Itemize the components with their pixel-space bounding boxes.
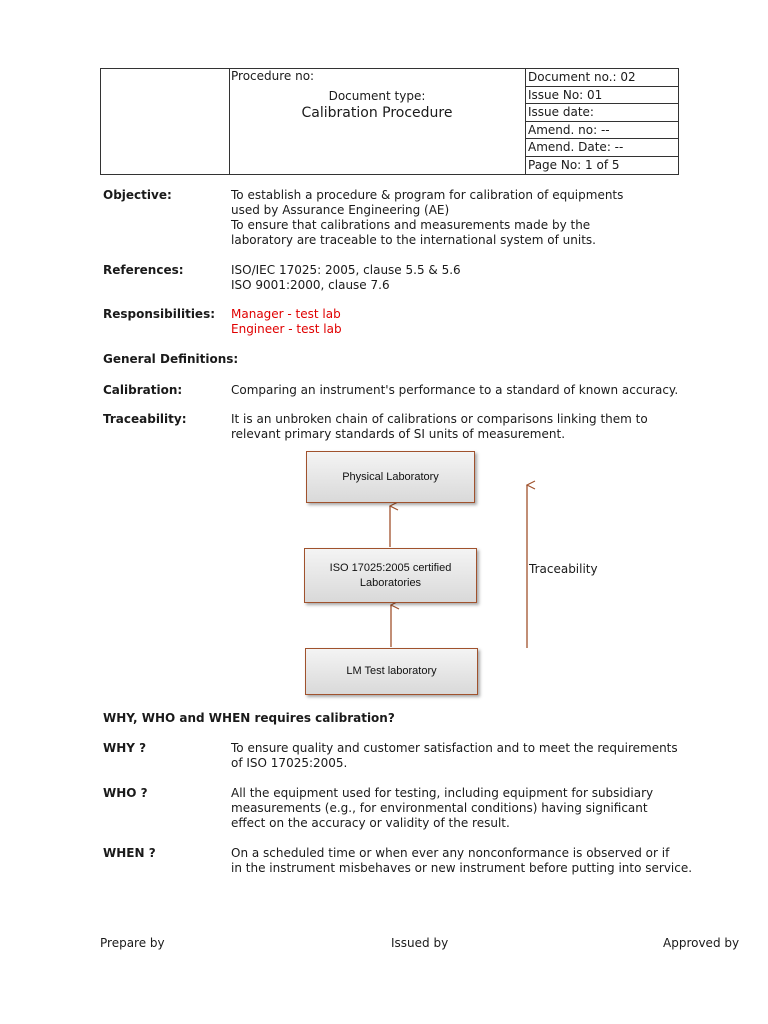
objective-line: laboratory are traceable to the international system of units.	[231, 233, 596, 247]
general-definitions-heading: General Definitions:	[103, 352, 239, 366]
traceability-label: Traceability:	[103, 412, 187, 426]
document-type-label: Document type:	[328, 89, 426, 103]
reference-line: ISO/IEC 17025: 2005, clause 5.5 & 5.6	[231, 263, 461, 277]
amend-no: Amend. no: --	[526, 122, 678, 140]
traceability-line: relevant primary standards of SI units of measurement.	[231, 427, 566, 441]
physical-laboratory-box: Physical Laboratory	[306, 451, 475, 503]
objective-line: To establish a procedure & program for calibration of equipments	[231, 188, 624, 202]
objective-label: Objective:	[103, 188, 172, 202]
why-who-when-heading: WHY, WHO and WHEN requires calibration?	[103, 711, 395, 725]
when-label: WHEN ?	[103, 846, 156, 860]
issue-no: Issue No: 01	[526, 87, 678, 105]
responsibility-line: Manager - test lab	[231, 307, 341, 321]
when-line: On a scheduled time or when ever any nonconformance is observed or if	[231, 846, 670, 860]
who-line: All the equipment used for testing, including equipment for subsidiary	[231, 786, 654, 800]
procedure-no: Procedure no:	[231, 69, 315, 83]
amend-date: Amend. Date: --	[526, 139, 678, 157]
approved-by: Approved by	[663, 936, 740, 950]
why-line: of ISO 17025:2005.	[231, 756, 348, 770]
prepared-by: Prepare by	[100, 936, 165, 950]
issue-date: Issue date:	[526, 104, 678, 122]
certified-line: ISO 17025:2005 certified	[329, 561, 452, 574]
who-text	[231, 786, 653, 831]
lm-test-laboratory-box: LM Test laboratory	[305, 648, 478, 695]
who-label: WHO ?	[103, 786, 148, 800]
responsibilities-label: Responsibilities:	[103, 307, 216, 321]
reference-line: ISO 9001:2000, clause 7.6	[231, 278, 390, 292]
calibration-label: Calibration:	[103, 383, 183, 397]
why-line: To ensure quality and customer satisfaction and to meet the requirements	[231, 741, 678, 755]
when-line: in the instrument misbehaves or new instrument before putting into service.	[231, 861, 693, 875]
when-text	[231, 846, 692, 876]
objective-line: To ensure that calibrations and measurements made by the	[231, 218, 591, 232]
references-label: References:	[103, 263, 184, 277]
page-no: Page No: 1 of 5	[528, 157, 620, 172]
certified-laboratories-box	[304, 548, 477, 603]
why-text	[231, 741, 678, 771]
issued-by: Issued by	[391, 936, 449, 950]
traceability-line: It is an unbroken chain of calibrations or comparisons linking them to	[231, 412, 648, 426]
who-line: effect on the accuracy or validity of the result.	[231, 816, 510, 830]
traceability-side-label: Traceability	[529, 562, 598, 576]
document-no: Document no.: 02	[526, 69, 678, 87]
certified-line: Laboratories	[359, 576, 422, 589]
why-label: WHY ?	[103, 741, 147, 755]
objective-line: used by Assurance Engineering (AE)	[231, 203, 450, 217]
responsibility-line: Engineer - test lab	[231, 322, 342, 336]
document-type: Calibration Procedure	[301, 105, 453, 121]
who-line: measurements (e.g., for environmental conditions) having significant	[231, 801, 648, 815]
calibration-text: Comparing an instrument's performance to a standard of known accuracy.	[231, 383, 679, 397]
